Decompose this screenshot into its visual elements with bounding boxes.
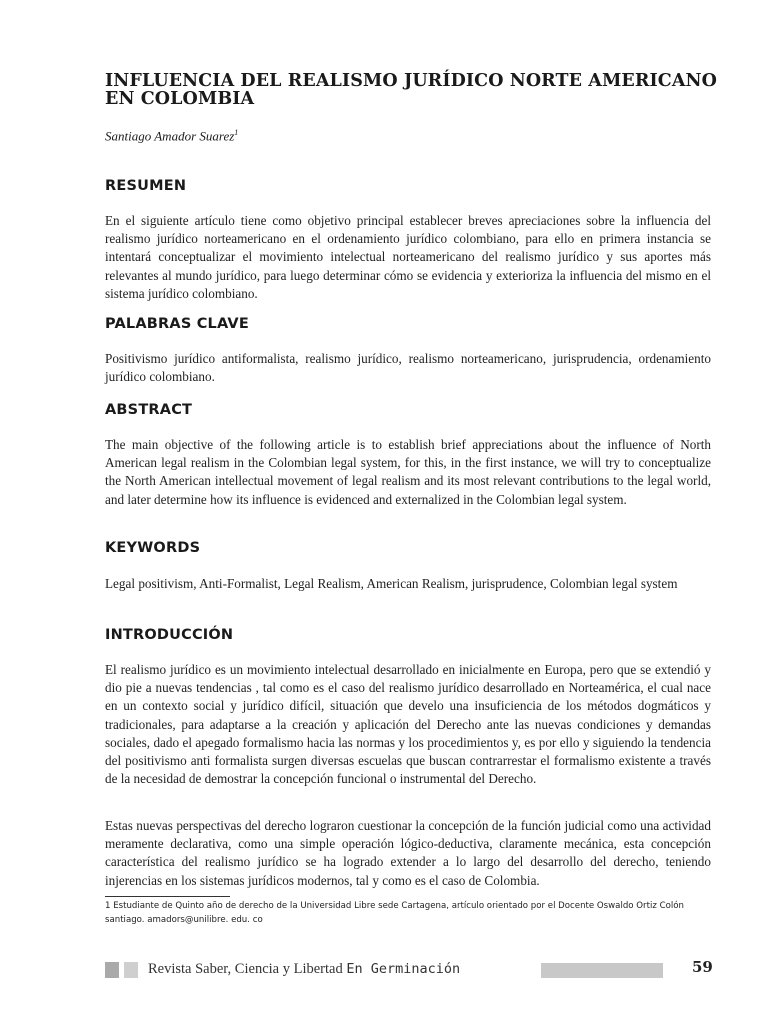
journal-section: En Germinación xyxy=(346,961,461,977)
abstract-heading: ABSTRACT xyxy=(105,402,193,418)
footer-journal-name xyxy=(148,961,460,978)
footer-decor-bar xyxy=(541,963,663,978)
footer-decor-block-dark xyxy=(105,962,119,978)
introduccion-paragraph-2: Estas nuevas perspectivas del derecho lograron cuestionar la concepción de la función judicial como una actividad meramente declarativa, como una simple operación lógico-deductiva, claramente mecánica, esta concepción característica del realismo jurídico se ha logrado extender a lo largo del desarrollo del derecho, teniendo injerencias en los sistemas jurídicos modernos, tal y como es el caso de Colombia. xyxy=(105,818,711,888)
resumen-text: En el siguiente artículo tiene como objetivo principal establecer breves apreciaciones sobre la influencia del realismo jurídico norteamericano en el ordenamiento jurídico colombiano, para ello en primera instancia se intentará conceptualizar el movimiento intelectual norteamericano del realismo jurídico y sus aportes más relevantes al mundo jurídico, para luego determinar cómo se evidencia y exterioriza la influencia del mismo en el sistema jurídico colombiano. xyxy=(105,213,711,301)
palabras-clave-text: Positivismo jurídico antiformalista, realismo jurídico, realismo norteamericano, jurisprudencia, ordenamiento jurídico colombiano. xyxy=(105,351,711,385)
abstract-text: The main objective of the following article is to establish brief appreciations about the influence of North American legal realism in the Colombian legal system, for this, in the first instance, we will try to conceptualize the North American intellectual movement of legal realism and its most relevant contributions to the legal world, and later determine how its influence is evidenced and externalized in the Colombian legal system. xyxy=(105,437,711,507)
resumen-heading: RESUMEN xyxy=(105,178,187,194)
article-title: INFLUENCIA DEL REALISMO JURÍDICO NORTE AMERICANO EN COLOMBIA xyxy=(105,71,717,109)
introduccion-paragraph-1: El realismo jurídico es un movimiento intelectual desarrollado en inicialmente en Europa, pero que se extendió y dio pie a nuevas tendencias , tal como es el caso del realismo jurídico desarrollado en Norteamérica, el cual nace en un contexto social y jurídico difícil, situación que develo una insuficiencia de los métodos dogmáticos y tradicionales, para adaptarse a la creación y aplicación del Derecho ante las nuevas condiciones y demandas sociales, dado el apegado formalismo hacia las normas y los procedimientos y, es por ello y siguiendo la tendencia del positivismo anti formalista surgen diversas escuelas que buscan contrarrestar el formalismo existente a través de la necesidad de demostrar la concepción funcional o instrumental del Derecho. xyxy=(105,662,711,787)
author-footnote-mark: 1 xyxy=(234,128,239,137)
palabras-clave-heading: PALABRAS CLAVE xyxy=(105,316,249,332)
keywords-heading: KEYWORDS xyxy=(105,540,201,556)
footnote: 1 Estudiante de Quinto año de derecho de la Universidad Libre sede Cartagena, artículo orientado por el Docente Oswaldo Ortiz Colón santiago. amadors@unilibre. edu. co xyxy=(105,901,684,925)
keywords-text: Legal positivism, Anti-Formalist, Legal Realism, American Realism, jurisprudence, Colombian legal system xyxy=(105,576,678,591)
journal-title: Revista Saber, Ciencia y Libertad xyxy=(148,961,343,977)
introduccion-heading: INTRODUCCIÓN xyxy=(105,627,234,643)
footnote-divider xyxy=(105,896,230,897)
page-number: 59 xyxy=(692,958,713,976)
author-name: Santiago Amador Suarez xyxy=(105,128,235,144)
footer-decor-block-light xyxy=(124,962,138,978)
author-line xyxy=(105,128,238,144)
page-footer xyxy=(0,958,768,982)
